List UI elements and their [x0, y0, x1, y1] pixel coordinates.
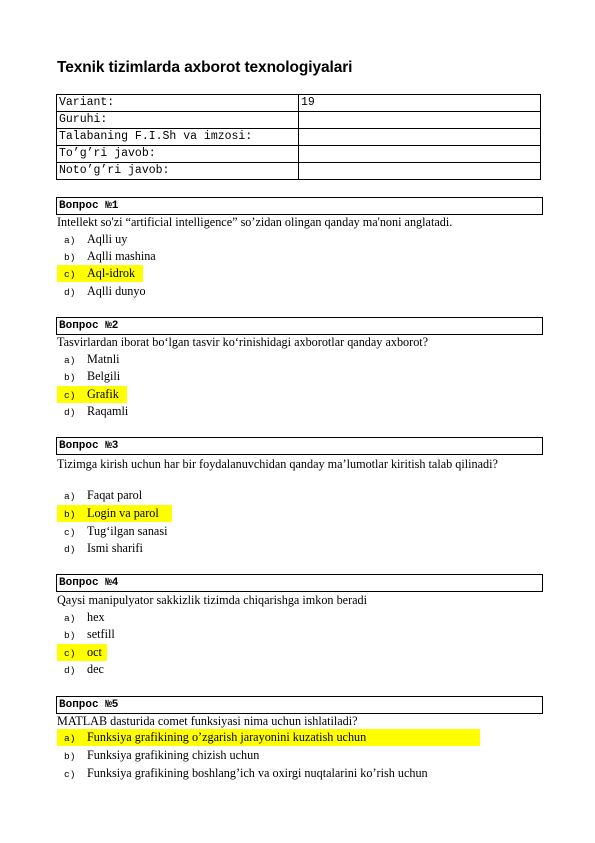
option-letter: a) [64, 613, 76, 624]
option-text: Funksiya grafikining o’zgarish jarayonini kuzatish uchun [87, 730, 367, 744]
option-letter: b) [64, 509, 76, 520]
option-letter: a) [64, 733, 76, 744]
answer-option[interactable] [57, 540, 143, 557]
option-letter: b) [64, 630, 76, 641]
student-info-table [56, 94, 541, 180]
document-title: Texnik tizimlarda axborot texnologiyalari [57, 59, 353, 76]
answer-option-highlighted[interactable] [57, 505, 172, 522]
option-text: Aqlli uy [87, 232, 128, 246]
option-letter: c) [64, 648, 76, 659]
option-text: Tug‘ilgan sanasi [87, 524, 168, 538]
answer-option[interactable] [57, 523, 167, 540]
info-label: Guruhi: [57, 112, 299, 129]
question-header: Вопрос №5 [56, 696, 543, 714]
option-text: Funksiya grafikining boshlang’ich va oxirgi nuqtalarini ko’rish uchun [87, 766, 428, 780]
question-text: MATLAB dasturida comet funksiyasi nima uchun ishlatiladi? [57, 714, 358, 728]
question-text: Intellekt so'zi “artificial intelligence” so’zidan olingan qanday ma'noni anglatadi. [57, 215, 453, 229]
answer-option[interactable] [57, 248, 156, 265]
option-text: Grafik [87, 387, 119, 401]
option-text: Raqamli [87, 404, 129, 418]
answer-option[interactable] [57, 661, 104, 678]
answer-option[interactable] [57, 487, 142, 504]
info-row-group [57, 112, 541, 129]
question-header: Вопрос №1 [56, 197, 543, 215]
option-text: dec [87, 662, 104, 676]
info-row-correct [57, 146, 541, 163]
answer-option[interactable] [57, 747, 259, 764]
answer-option[interactable] [57, 351, 120, 368]
answer-option-highlighted[interactable] [57, 265, 143, 282]
answer-option-highlighted[interactable] [57, 644, 107, 661]
info-label: Variant: [57, 95, 299, 112]
answer-option[interactable] [57, 231, 127, 248]
answer-option-highlighted[interactable] [57, 729, 480, 746]
option-text: Funksiya grafikining chizish uchun [87, 748, 260, 762]
option-letter: a) [64, 235, 76, 246]
option-letter: b) [64, 751, 76, 762]
option-letter: a) [64, 491, 76, 502]
option-text: hex [87, 610, 105, 624]
option-text: Faqat parol [87, 488, 143, 502]
option-letter: d) [64, 665, 76, 676]
info-row-variant [57, 95, 541, 112]
question-header: Вопрос №2 [56, 317, 543, 335]
option-letter: b) [64, 372, 76, 383]
answer-option[interactable] [57, 609, 105, 626]
question-header: Вопрос №4 [56, 574, 543, 592]
info-label: Noto’g’ri javob: [57, 163, 299, 180]
option-letter: d) [64, 407, 76, 418]
answer-option[interactable] [57, 403, 128, 420]
answer-option[interactable] [57, 626, 115, 643]
info-value[interactable]: 19 [299, 95, 541, 112]
answer-option[interactable] [57, 765, 428, 782]
answer-option-highlighted[interactable] [57, 386, 127, 403]
answer-option[interactable] [57, 283, 146, 300]
option-text: setfill [87, 627, 115, 641]
option-text: oct [87, 645, 102, 659]
info-label: To’g’ri javob: [57, 146, 299, 163]
option-letter: b) [64, 252, 76, 263]
option-letter: c) [64, 527, 76, 538]
option-text: Ismi sharifi [87, 541, 143, 555]
info-value[interactable] [299, 146, 541, 163]
question-text: Tasvirlardan iborat bo‘lgan tasvir ko‘rinishidagi axborotlar qanday axborot? [57, 335, 429, 349]
info-label: Talabaning F.I.Sh va imzosi: [57, 129, 299, 146]
option-letter: d) [64, 287, 76, 298]
question-text: Tizimga kirish uchun har bir foydalanuvchidan qanday ma’lumotlar kiritish talab qilinadi? [57, 457, 498, 471]
info-row-student-name [57, 129, 541, 146]
info-value[interactable] [299, 163, 541, 180]
option-letter: c) [64, 769, 76, 780]
option-text: Login va parol [87, 506, 159, 520]
option-text: Belgili [87, 369, 121, 383]
option-letter: a) [64, 355, 76, 366]
question-header: Вопрос №3 [56, 437, 543, 455]
option-letter: c) [64, 390, 76, 401]
option-text: Matnli [87, 352, 120, 366]
info-value[interactable] [299, 129, 541, 146]
info-value[interactable] [299, 112, 541, 129]
option-text: Aqlli mashina [87, 249, 156, 263]
option-text: Aqlli dunyo [87, 284, 146, 298]
question-text: Qaysi manipulyator sakkizlik tizimda chiqarishga imkon beradi [57, 593, 368, 607]
info-row-incorrect [57, 163, 541, 180]
option-text: Aql-idrok [87, 266, 136, 280]
option-letter: c) [64, 269, 76, 280]
option-letter: d) [64, 544, 76, 555]
answer-option[interactable] [57, 368, 120, 385]
